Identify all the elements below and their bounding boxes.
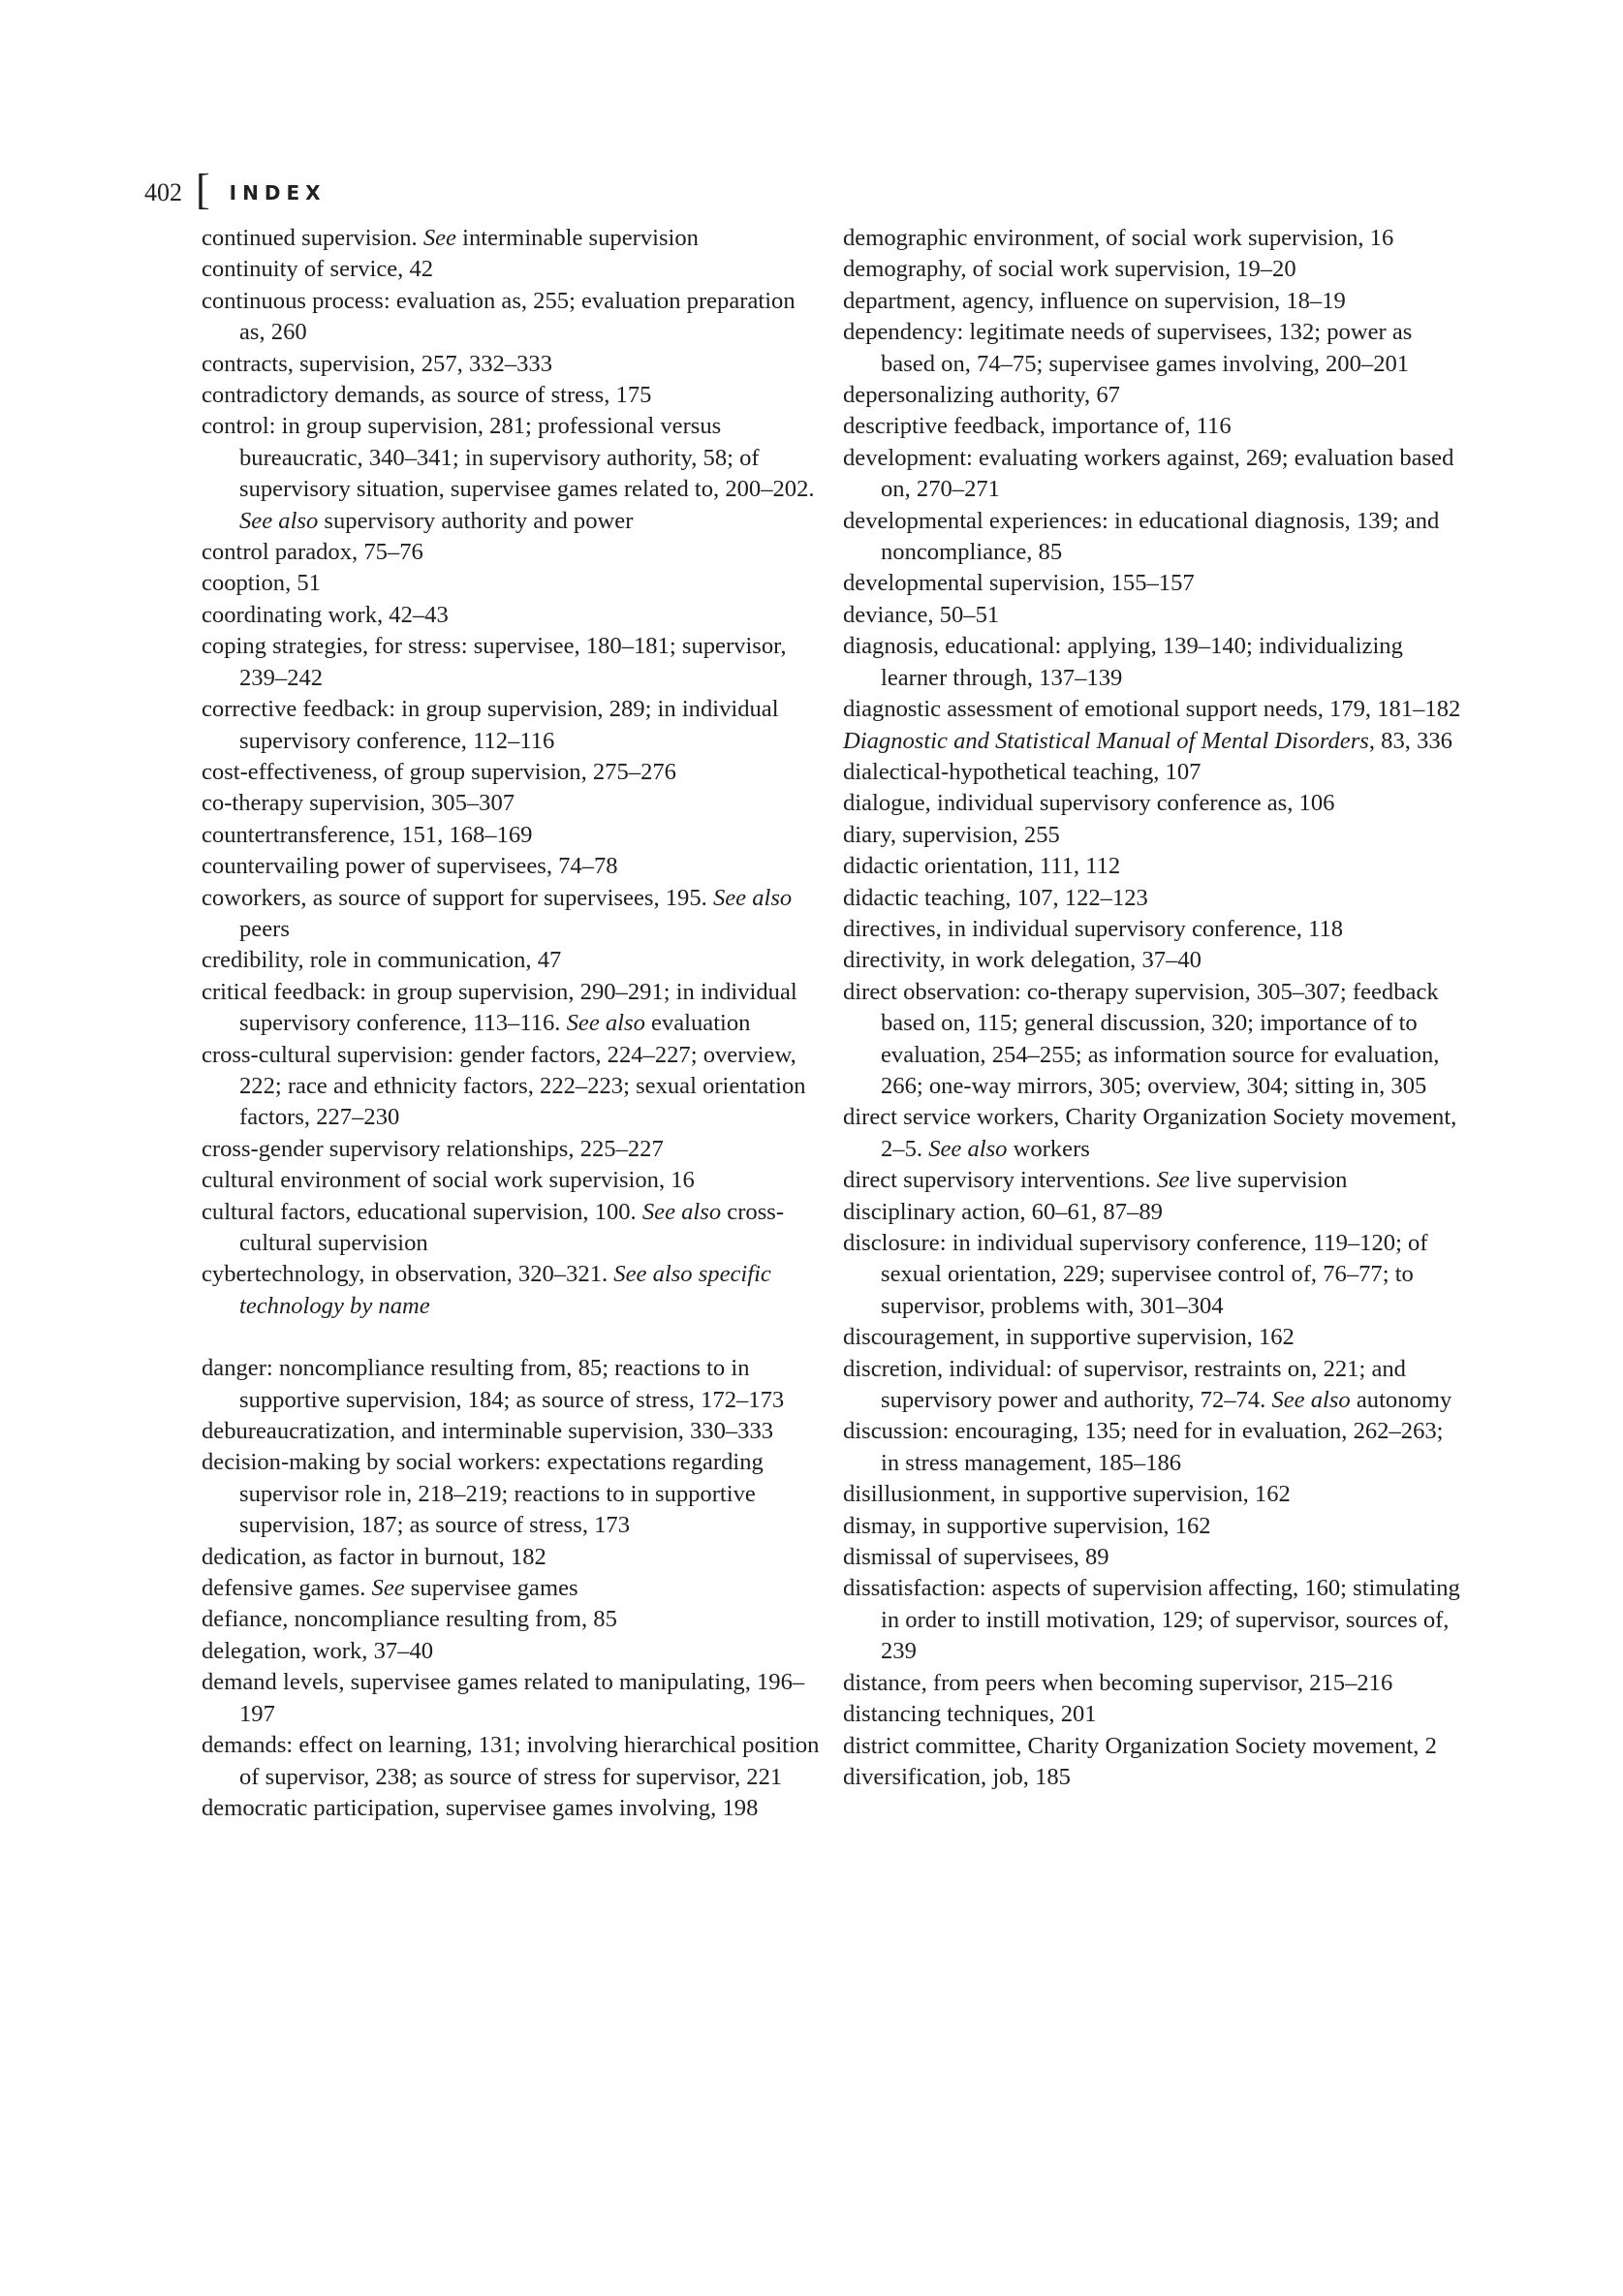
index-entry: disclosure: in individual supervisory conference, 119–120; of sexual orientation, 229; supervisee control of, 76–77; to supervisor, problems with, 301–304 (843, 1230, 1428, 1319)
index-entry: developmental experiences: in educational diagnosis, 139; and noncompliance, 85 (843, 507, 1440, 566)
index-entry: countertransference, 151, 168–169 (202, 821, 533, 848)
index-entry: department, agency, influence on supervision, 18–19 (843, 287, 1346, 314)
index-entry: cybertechnology, in observation, 320–321. See also specific technology by name (202, 1261, 771, 1319)
index-entry: descriptive feedback, importance of, 116 (843, 413, 1232, 440)
index-entry: coping strategies, for stress: supervisee, 180–181; supervisor, 239–242 (202, 633, 787, 691)
index-entry: defensive games. See supervisee games (202, 1575, 578, 1602)
index-entry: distancing techniques, 201 (843, 1701, 1097, 1728)
index-entry: dedication, as factor in burnout, 182 (202, 1543, 546, 1570)
index-entry: credibility, role in communication, 47 (202, 947, 562, 974)
index-entry: developmental supervision, 155–157 (843, 570, 1195, 597)
index-entry: cooption, 51 (202, 570, 321, 597)
index-entry: deviance, 50–51 (843, 601, 1000, 628)
index-entry: dismay, in supportive supervision, 162 (843, 1512, 1211, 1539)
index-entry: discussion: encouraging, 135; need for in evaluation, 262–263; in stress management, 185–186 (843, 1418, 1444, 1476)
index-entry: demography, of social work supervision, 19–20 (843, 256, 1296, 283)
index-entry: development: evaluating workers against, 269; evaluation based on, 270–271 (843, 444, 1454, 503)
index-entry: demand levels, supervisee games related to manipulating, 196–197 (202, 1669, 805, 1727)
index-entry: Diagnostic and Statistical Manual of Mental Disorders, 83, 336 (843, 727, 1452, 754)
index-entry: cross-gender supervisory relationships, 225–227 (202, 1135, 664, 1162)
index-entry: countervailing power of supervisees, 74–78 (202, 853, 618, 880)
index-entry: contracts, supervision, 257, 332–333 (202, 350, 553, 377)
index-entry: diagnosis, educational: applying, 139–140; individualizing learner through, 137–139 (843, 633, 1403, 691)
index-entry: co-therapy supervision, 305–307 (202, 790, 515, 817)
index-entry: defiance, noncompliance resulting from, 85 (202, 1606, 617, 1633)
index-entry: democratic participation, supervisee games involving, 198 (202, 1794, 759, 1821)
header-bracket: [ (196, 166, 210, 213)
index-entry: direct service workers, Charity Organization Society movement, 2–5. See also workers (843, 1104, 1457, 1162)
index-entry: distance, from peers when becoming supervisor, 215–216 (843, 1669, 1393, 1696)
index-entry: dialectical-hypothetical teaching, 107 (843, 758, 1202, 785)
index-entry: debureaucratization, and interminable supervision, 330–333 (202, 1418, 774, 1445)
index-entry: direct supervisory interventions. See live supervision (843, 1167, 1348, 1194)
index-entry: demographic environment, of social work supervision, 16 (843, 225, 1394, 251)
index-entry: control: in group supervision, 281; professional versus bureaucratic, 340–341; in supervisory authority, 58; of supervisory situation, supervisee games related to, 200–202. See also supervisory authority and power (202, 413, 815, 534)
index-entry: decision-making by social workers: expectations regarding supervisor role in, 218–219; reactions to in supportive supervision, 187; as source of stress, 173 (202, 1449, 764, 1539)
index-entry: coordinating work, 42–43 (202, 601, 449, 628)
index-entry: depersonalizing authority, 67 (843, 382, 1120, 409)
running-header (144, 166, 327, 215)
index-entry: discretion, individual: of supervisor, restraints on, 221; and supervisory power and authority, 72–74. See also autonomy (843, 1355, 1452, 1414)
index-entry: diagnostic assessment of emotional support needs, 179, 181–182 (843, 696, 1461, 723)
index-entry: didactic orientation, 111, 112 (843, 853, 1121, 880)
index-entry: critical feedback: in group supervision, 290–291; in individual supervisory conference, 113–116. See also evaluation (202, 978, 797, 1037)
index-entry: continuous process: evaluation as, 255; evaluation preparation as, 260 (202, 287, 796, 346)
index-entry: delegation, work, 37–40 (202, 1637, 434, 1664)
index-entry: continued supervision. See interminable supervision (202, 225, 699, 251)
index-entry: coworkers, as source of support for supervisees, 195. See also peers (202, 884, 793, 942)
index-entry: disillusionment, in supportive supervision, 162 (843, 1481, 1291, 1508)
index-entry: dependency: legitimate needs of supervisees, 132; power as based on, 74–75; supervisee games involving, 200–201 (843, 319, 1413, 377)
index-column-left (202, 223, 822, 1824)
index-column-right (843, 223, 1463, 1793)
page-number: 402 (144, 178, 182, 206)
index-entry: discouragement, in supportive supervision, 162 (843, 1324, 1295, 1351)
index-entry: directives, in individual supervisory conference, 118 (843, 915, 1344, 942)
index-entry: dismissal of supervisees, 89 (843, 1544, 1109, 1571)
index-entry: cross-cultural supervision: gender factors, 224–227; overview, 222; race and ethnicity factors, 222–223; sexual orientation factors, 227–230 (202, 1041, 806, 1131)
index-entry: danger: noncompliance resulting from, 85; reactions to in supportive supervision, 184; as source of stress, 172–173 (202, 1355, 785, 1413)
index-entry: diversification, job, 185 (843, 1763, 1071, 1790)
index-entry: direct observation: co-therapy supervision, 305–307; feedback based on, 115; general discussion, 320; importance of to evaluation, 254–255; as information source for evaluation, 266; one-way mirrors, 305; overview, 304; sitting in, 305 (843, 978, 1440, 1099)
index-entry: continuity of service, 42 (202, 256, 434, 283)
index-entry: district committee, Charity Organization Society movement, 2 (843, 1732, 1437, 1759)
index-entry: cultural environment of social work supervision, 16 (202, 1167, 695, 1194)
index-entry: corrective feedback: in group supervision, 289; in individual supervisory conference, 112–116 (202, 696, 779, 754)
index-entry: diary, supervision, 255 (843, 821, 1060, 848)
index-entry: directivity, in work delegation, 37–40 (843, 947, 1202, 974)
index-entry: dissatisfaction: aspects of supervision affecting, 160; stimulating in order to instill motivation, 129; of supervisor, sources of, 239 (843, 1575, 1460, 1665)
index-entry: dialogue, individual supervisory conference as, 106 (843, 790, 1335, 817)
index-entry: contradictory demands, as source of stress, 175 (202, 382, 652, 409)
index-entry: control paradox, 75–76 (202, 539, 423, 566)
index-entry: disciplinary action, 60–61, 87–89 (843, 1198, 1163, 1225)
section-label: INDEX (229, 181, 327, 204)
index-entry: cost-effectiveness, of group supervision, 275–276 (202, 758, 676, 785)
index-entry: didactic teaching, 107, 122–123 (843, 884, 1148, 911)
index-entry: demands: effect on learning, 131; involving hierarchical position of supervisor, 238; as source of stress for supervisor, 221 (202, 1732, 820, 1790)
index-entry: cultural factors, educational supervision, 100. See also cross-cultural supervision (202, 1198, 785, 1256)
